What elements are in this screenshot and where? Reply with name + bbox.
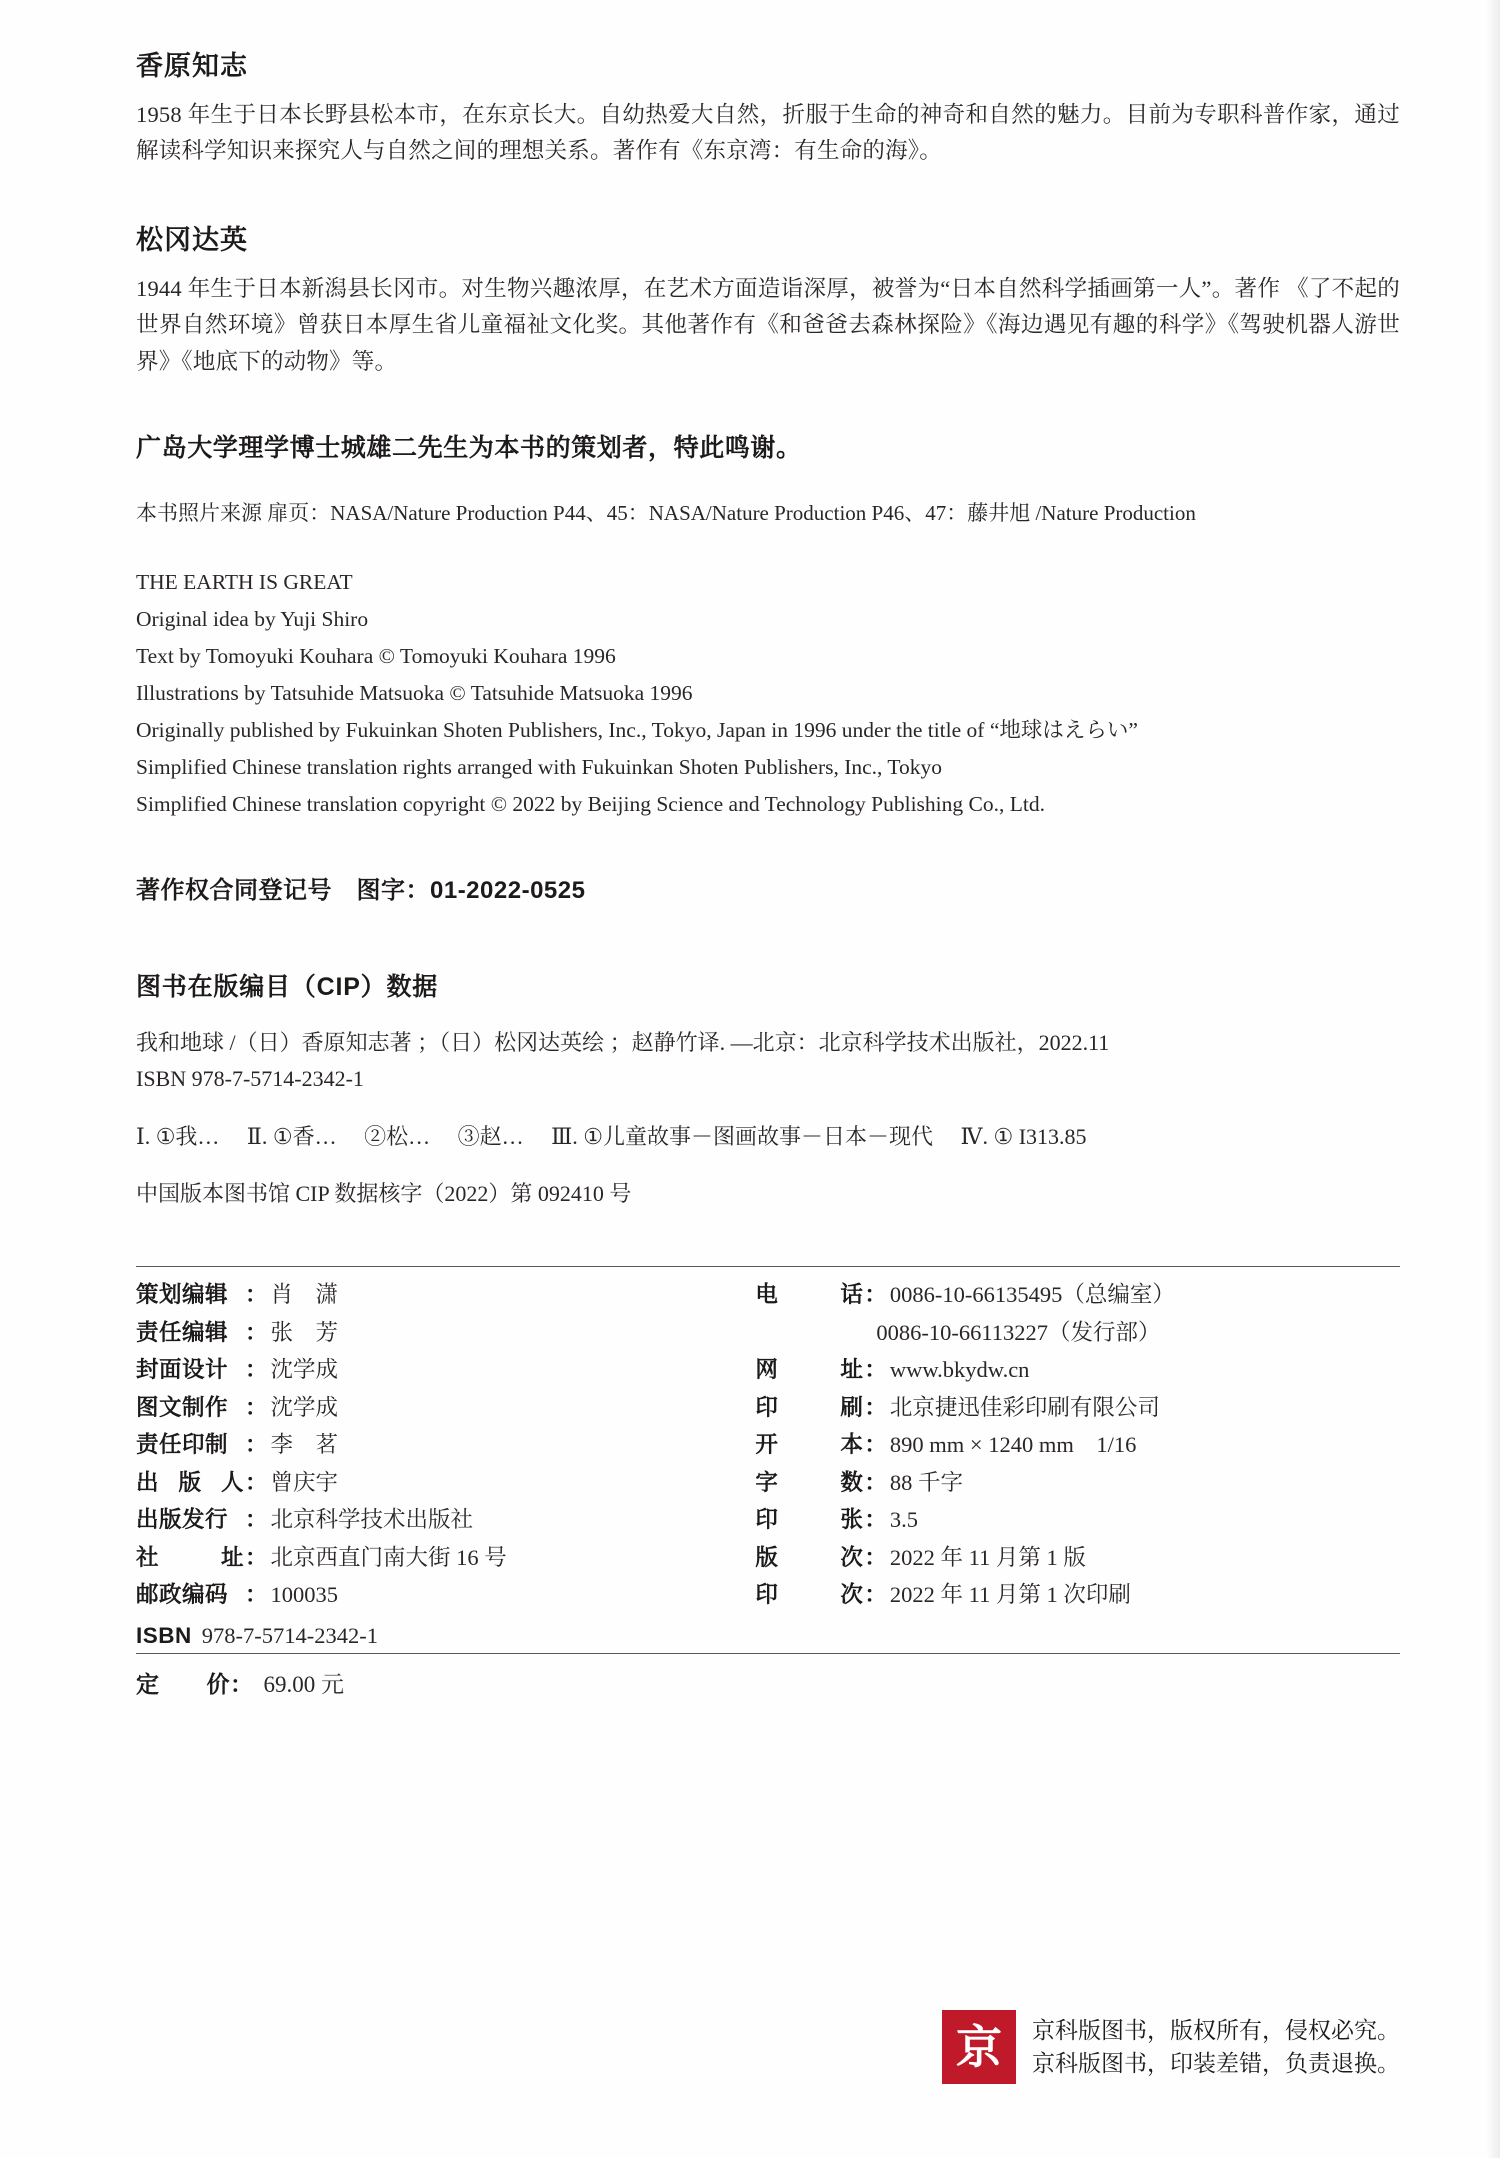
- colophon-value: 88 千字: [889, 1469, 964, 1495]
- colon: ：: [864, 1507, 887, 1533]
- colophon-value: 张 芳: [270, 1319, 339, 1345]
- colophon-value: 3.5: [889, 1507, 918, 1533]
- footer-notice-line-1: 京科版图书，版权所有，侵权必究。: [1032, 2016, 1400, 2043]
- colophon-row: [755, 1502, 1400, 1540]
- colon: ：: [245, 1544, 268, 1570]
- colon: ：: [864, 1582, 887, 1608]
- price-value: 69.00 元: [263, 1672, 344, 1698]
- author-block-1: [136, 44, 1400, 170]
- colophon-value: 肖 潇: [270, 1282, 339, 1308]
- publisher-logo-icon: 京: [942, 2010, 1016, 2084]
- colon: ：: [245, 1469, 268, 1495]
- isbn-value: 978-7-5714-2342-1: [201, 1623, 378, 1649]
- colon: ：: [245, 1282, 268, 1308]
- colon: ：: [245, 1394, 268, 1420]
- colophon-value: 100035: [270, 1582, 339, 1608]
- spacer: [136, 530, 1400, 564]
- colophon-row: [136, 1352, 755, 1390]
- footer-logo-block: [136, 2010, 1400, 2084]
- colon: ：: [245, 1357, 268, 1383]
- colophon-value: 北京科学技术出版社: [270, 1507, 474, 1533]
- colophon-row: [755, 1352, 1400, 1390]
- colophon-label: 印 次: [755, 1582, 864, 1608]
- colophon-row: [136, 1502, 755, 1540]
- colon: ：: [245, 1582, 268, 1608]
- author-name-1: 香原知志: [136, 51, 248, 81]
- english-line: Original idea by Yuji Shiro: [136, 606, 369, 631]
- price-label: 定 价：: [136, 1671, 254, 1698]
- cip-line-2: ISBN 978-7-5714-2342-1: [136, 1066, 364, 1092]
- colophon-label: 封面设计: [136, 1357, 229, 1383]
- colophon-label: 版 次: [755, 1544, 864, 1570]
- colophon-row: [136, 1389, 755, 1427]
- colon: ：: [864, 1469, 887, 1495]
- colophon-label: 出版发行: [136, 1507, 229, 1533]
- author-name-2: 松冈达英: [136, 224, 248, 255]
- colophon-row-continuation: [755, 1314, 1400, 1352]
- colon: ：: [864, 1357, 887, 1383]
- english-line: Originally published by Fukuinkan Shoten Publishers, Inc., Tokyo, Japan in 1996 under the title of “地球はえらい”: [136, 717, 1138, 742]
- page-content: [136, 44, 1400, 1699]
- cip-line-1: 我和地球 /（日）香原知志著 ；（日）松冈达英绘 ；赵静竹译. —北京：北京科学技术出版社，2022.11: [136, 1030, 1110, 1056]
- isbn-row: [136, 1614, 1400, 1653]
- spacer: [136, 1212, 1400, 1266]
- spacer: [136, 1097, 1400, 1119]
- colophon-value: 2022 年 11 月第 1 次印刷: [889, 1582, 1131, 1608]
- cip-line-4: 中国版本图书馆 CIP 数据核字（2022）第 092410 号: [136, 1181, 632, 1207]
- colophon-row: [136, 1577, 755, 1615]
- colophon-value: 李 茗: [270, 1432, 339, 1458]
- colophon-label: 字 数: [755, 1469, 864, 1495]
- price-row: [136, 1654, 1400, 1699]
- english-line: Text by Tomoyuki Kouhara © Tomoyuki Kouhara 1996: [136, 643, 616, 668]
- spacer: [136, 905, 1400, 967]
- colophon-left-column: [136, 1277, 755, 1615]
- colophon-table: [136, 1277, 1400, 1615]
- colophon-row: [755, 1539, 1400, 1577]
- colon: ：: [864, 1544, 887, 1570]
- footer-notice: [1032, 2014, 1400, 2081]
- acknowledgement-text: 广岛大学理学博士城雄二先生为本书的策划者，特此鸣谢。: [136, 434, 802, 463]
- colophon-label: 责任编辑: [136, 1319, 229, 1345]
- colon: ：: [245, 1507, 268, 1533]
- colophon-row: [136, 1427, 755, 1465]
- spacer: [136, 464, 1400, 498]
- spacer: [136, 170, 1400, 218]
- colon: ：: [864, 1432, 887, 1458]
- colophon-label: 印 张: [755, 1507, 864, 1533]
- colophon-label: 责任印制: [136, 1432, 229, 1458]
- colophon-row: [136, 1464, 755, 1502]
- colophon-label: 策划编辑: [136, 1282, 229, 1308]
- colophon-value: 曾庆宇: [270, 1469, 339, 1495]
- colon: ：: [864, 1282, 887, 1308]
- colophon-value: 2022 年 11 月第 1 版: [889, 1544, 1086, 1570]
- colophon-label: 图文制作: [136, 1394, 229, 1420]
- colophon-row: [755, 1464, 1400, 1502]
- colophon-label: 社 址: [136, 1544, 244, 1570]
- spacer: [136, 822, 1400, 870]
- colophon-row: [136, 1314, 755, 1352]
- english-line: THE EARTH IS GREAT: [136, 569, 353, 594]
- colophon-label: 出 版 人: [136, 1469, 244, 1495]
- colophon-label: 电 话: [755, 1282, 864, 1308]
- author-block-2: [136, 218, 1400, 380]
- colophon-value: 北京捷迅佳彩印刷有限公司: [889, 1394, 1160, 1420]
- colophon-value: 890 mm × 1240 mm 1/16: [889, 1432, 1137, 1458]
- colophon-row: [755, 1389, 1400, 1427]
- contract-registration-number: 著作权合同登记号 图字：01-2022-0525: [136, 877, 586, 905]
- colophon-value: 沈学成: [270, 1357, 339, 1383]
- author-bio-2: 1944 年生于日本新潟县长冈市。对生物兴趣浓厚，在艺术方面造诣深厚，被誉为“日本自然科学插画第一人”。著作 《了不起的世界自然环境》曾获日本厚生省儿童福祉文化奖。其他著作有《和爸爸去森林探险》《海边遇见有趣的科学》《驾驶机器人游世界》《地底下的动物》等。: [136, 275, 1400, 374]
- photo-credit-text: 本书照片来源 扉页：NASA/Nature Production P44、45：NASA/Nature Production P46、47：藤井旭 /Nature Production: [136, 501, 1196, 526]
- colophon-value[interactable]: www.bkydw.cn: [889, 1357, 1030, 1383]
- english-copyright-block: [136, 564, 1400, 823]
- english-line: Simplified Chinese translation rights arranged with Fukuinkan Shoten Publishers, Inc., Tokyo: [136, 754, 943, 779]
- colophon-value-continuation: 0086-10-66113227（发行部）: [876, 1319, 1161, 1345]
- colophon-row: [136, 1539, 755, 1577]
- author-bio-1: 1958 年生于日本长野县松本市，在东京长大。自幼热爱大自然，折服于生命的神奇和自然的魅力。目前为专职科普作家，通过解读科学知识来探究人与自然之间的理想关系。著作有《东京湾：有生命的海》。: [136, 102, 1400, 164]
- cip-line-3: Ⅰ. ①我… Ⅱ. ①香… ②松… ③赵… Ⅲ. ①儿童故事－图画故事－日本－现代 Ⅳ. ① I313.85: [136, 1123, 1087, 1149]
- colon: ：: [864, 1394, 887, 1420]
- footer-notice-line-2: 京科版图书，印装差错，负责退换。: [1032, 2050, 1400, 2076]
- colophon-label: 开 本: [755, 1432, 864, 1458]
- english-line: Simplified Chinese translation copyright © 2022 by Beijing Science and Technology Publishing Co., Ltd.: [136, 791, 1045, 816]
- colophon-value: 沈学成: [270, 1394, 339, 1420]
- colophon-label: 印 刷: [755, 1394, 864, 1420]
- isbn-label: ISBN: [136, 1623, 192, 1649]
- colophon-row: [755, 1277, 1400, 1315]
- spacer: [136, 1154, 1400, 1176]
- colophon-label: 网 址: [755, 1357, 864, 1383]
- cip-heading: 图书在版编目（CIP）数据: [136, 973, 439, 1002]
- colon: ：: [245, 1432, 268, 1458]
- colophon-row: [755, 1427, 1400, 1465]
- colophon-value: 北京西直门南大街 16 号: [270, 1544, 507, 1570]
- english-line: Illustrations by Tatsuhide Matsuoka © Tatsuhide Matsuoka 1996: [136, 680, 693, 705]
- colophon-row: [755, 1577, 1400, 1615]
- colophon-value: 0086-10-66135495（总编室）: [889, 1282, 1175, 1308]
- spacer: [136, 380, 1400, 428]
- spacer: [136, 1003, 1400, 1025]
- colophon-row: [136, 1277, 755, 1315]
- colophon-right-column: [755, 1277, 1400, 1615]
- colophon-label: 邮政编码: [136, 1582, 229, 1608]
- colon: ：: [245, 1319, 268, 1345]
